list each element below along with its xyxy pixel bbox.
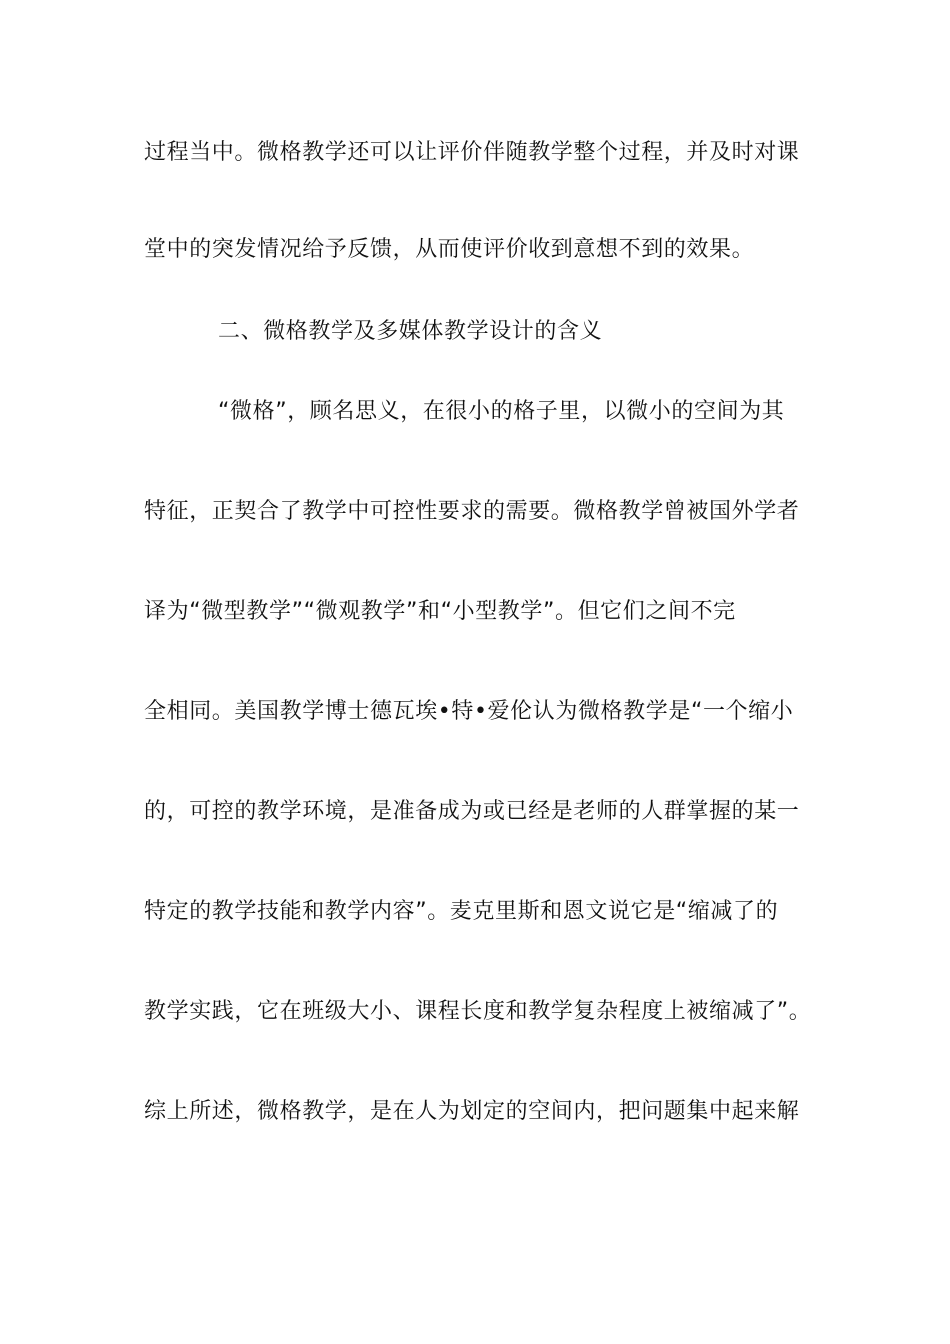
paragraph-line-6: 全相同。美国教学博士德瓦埃•特•爱伦认为微格教学是“一个缩小 xyxy=(144,699,794,724)
section-heading: 二、微格教学及多媒体教学设计的含义 xyxy=(218,319,603,344)
paragraph-line-8: 特定的教学技能和教学内容”。麦克里斯和恩文说它是“缩减了的 xyxy=(144,899,779,924)
paragraph-line-5: 译为“微型教学”“微观教学”和“小型教学”。但它们之间不完 xyxy=(144,599,736,624)
paragraph-line-3: “微格”，顾名思义，在很小的格子里，以微小的空间为其 xyxy=(218,399,785,424)
paragraph-line-2: 堂中的突发情况给予反馈，从而使评价收到意想不到的效果。 xyxy=(144,237,755,262)
paragraph-line-7: 的，可控的教学环境，是准备成为或已经是老师的人群掌握的某一 xyxy=(144,799,800,824)
paragraph-line-1: 过程当中。微格教学还可以让评价伴随教学整个过程，并及时对课 xyxy=(144,140,800,165)
paragraph-line-4: 特征，正契合了教学中可控性要求的需要。微格教学曾被国外学者 xyxy=(144,499,800,524)
paragraph-line-10: 综上所述，微格教学，是在人为划定的空间内，把问题集中起来解 xyxy=(144,1099,800,1124)
paragraph-line-9: 教学实践，它在班级大小、课程长度和教学复杂程度上被缩减了”。 xyxy=(144,999,812,1024)
